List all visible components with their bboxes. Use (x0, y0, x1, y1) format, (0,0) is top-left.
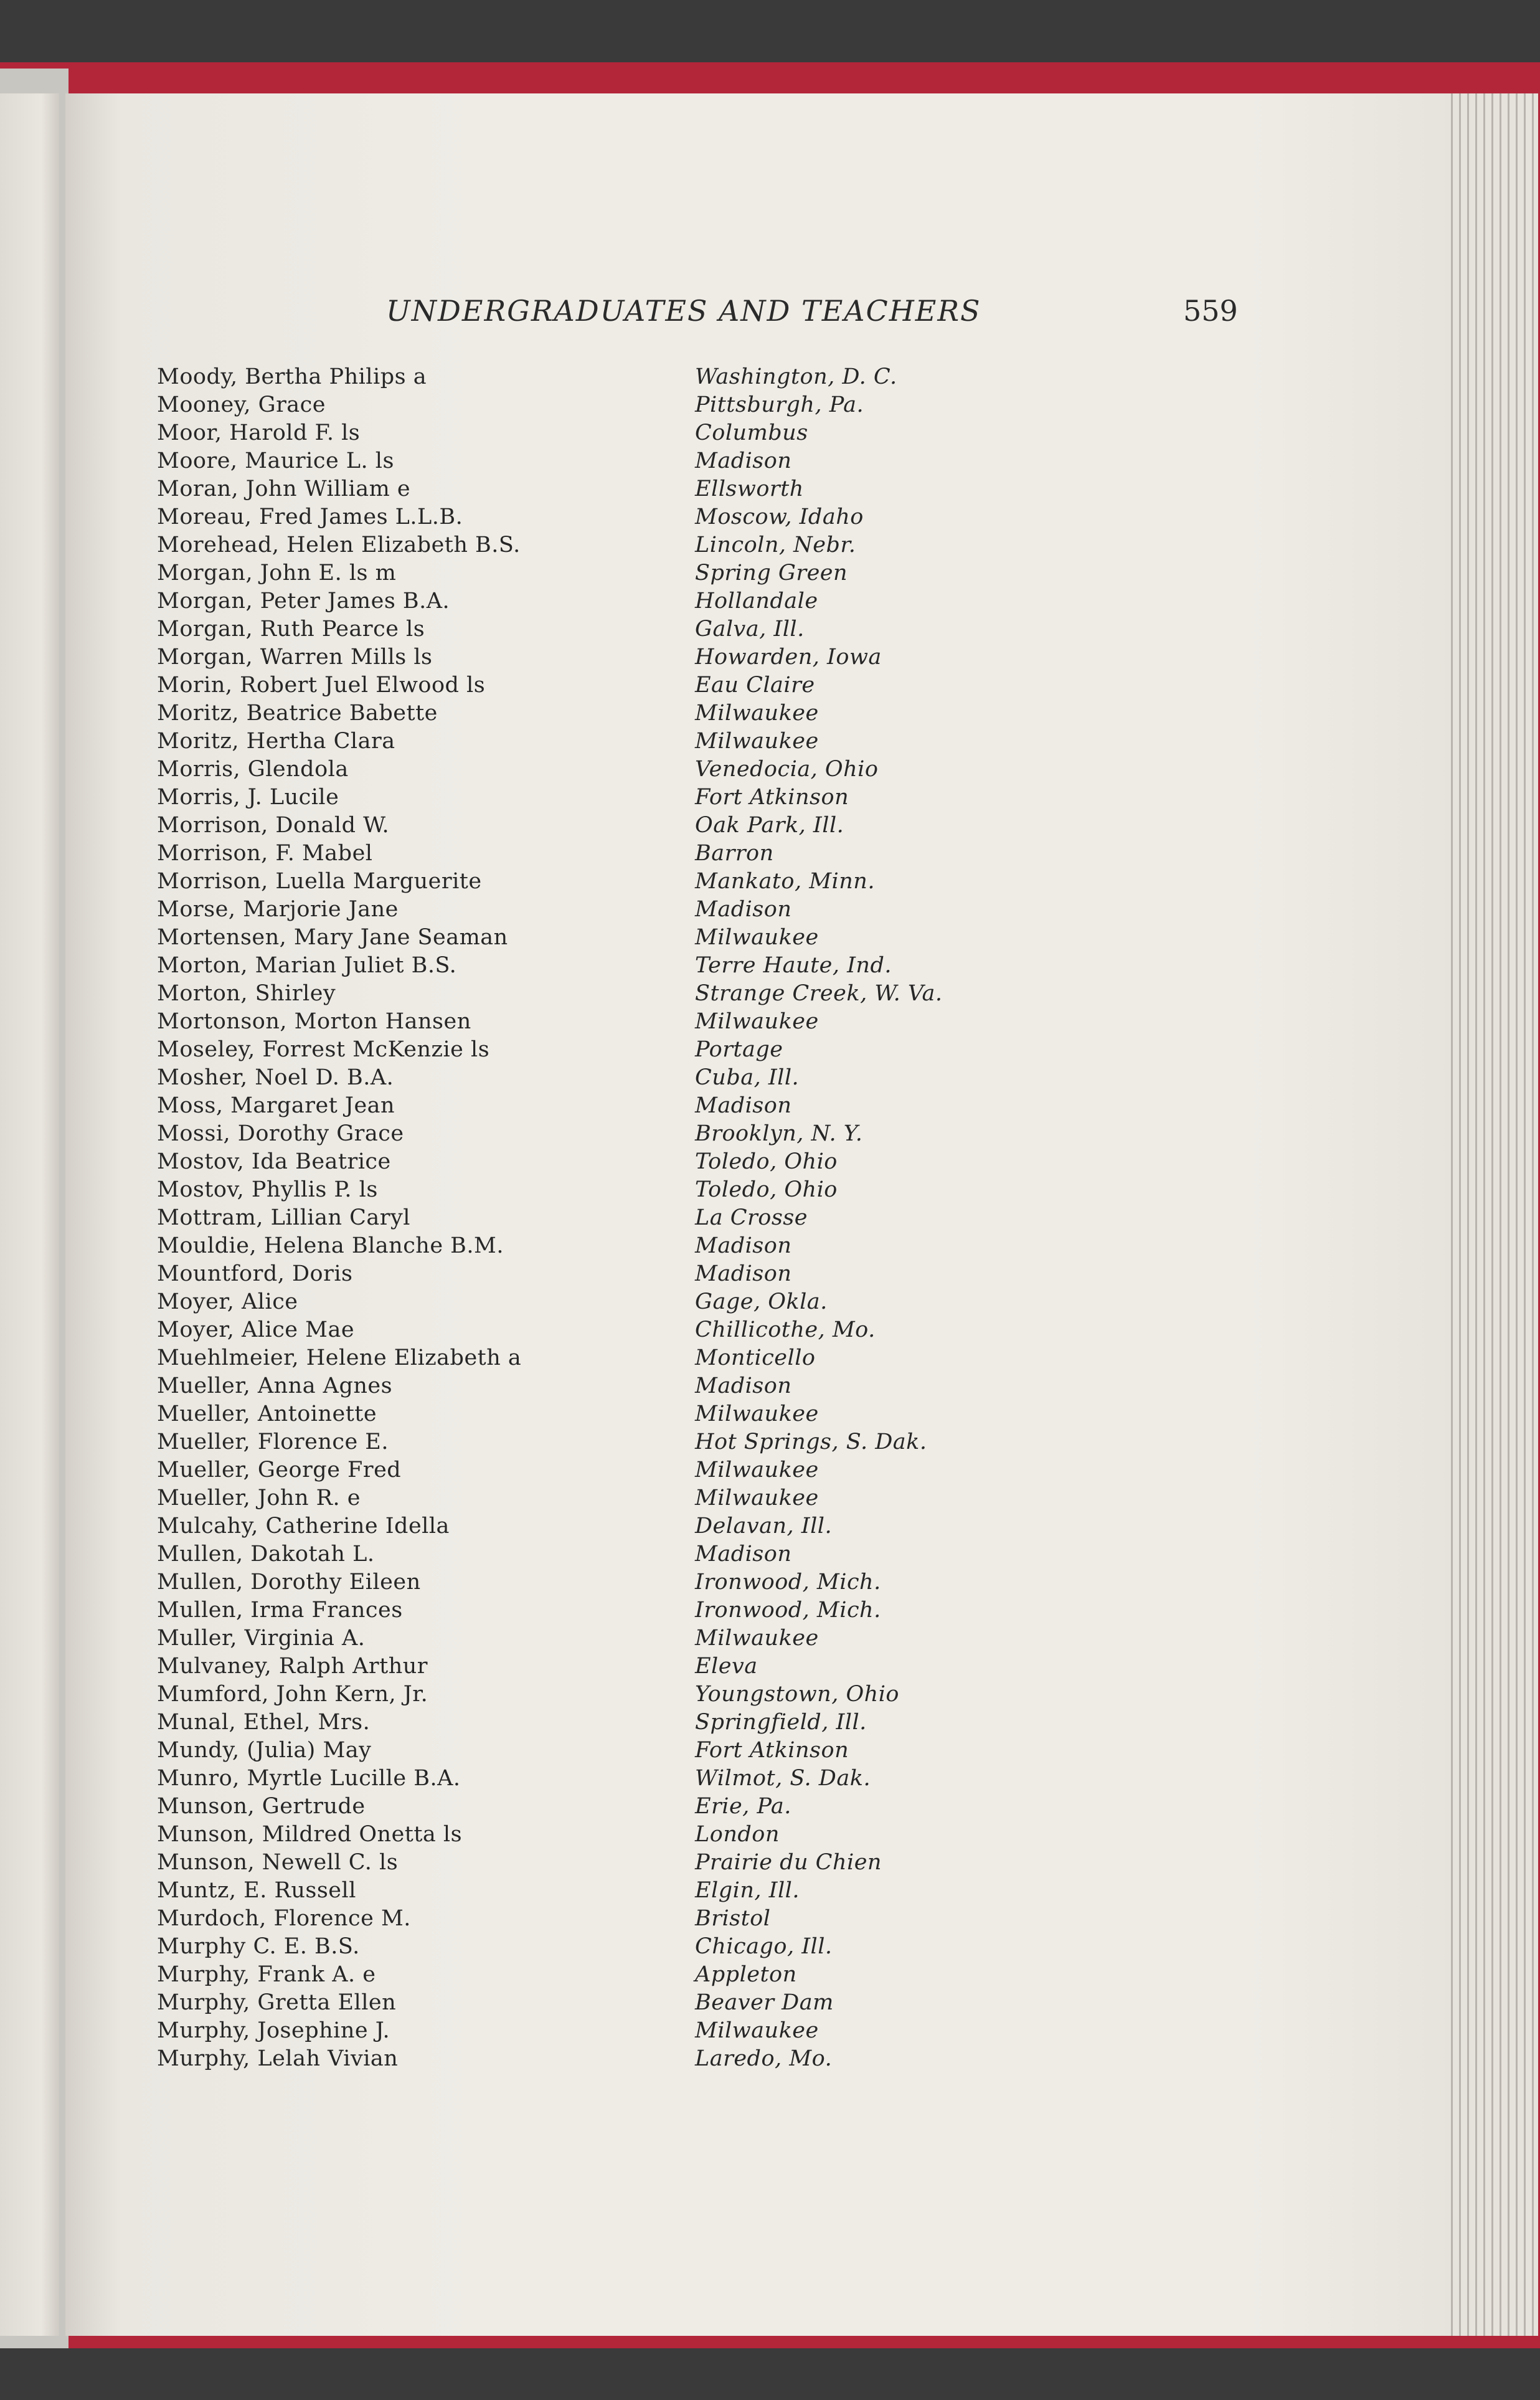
entry-name: Morehead, Helen Elizabeth B.S. (157, 533, 521, 557)
entry-hometown: Terre Haute, Ind. (695, 953, 892, 978)
page-stack-edges (1445, 93, 1538, 2336)
list-item (157, 1514, 1029, 1542)
list-item (157, 477, 1029, 505)
entry-name: Mueller, John R. e (157, 1486, 361, 1511)
entry-name: Mueller, Florence E. (157, 1430, 389, 1454)
entry-name: Murphy, Lelah Vivian (157, 2046, 399, 2071)
list-item (157, 729, 1029, 757)
entry-name: Mueller, Anna Agnes (157, 1373, 393, 1398)
list-item (157, 1990, 1029, 2018)
entry-hometown: Hollandale (695, 589, 818, 614)
entry-name: Mumford, John Kern, Jr. (157, 1682, 428, 1707)
list-item (157, 364, 1029, 392)
list-item (157, 701, 1029, 729)
entry-hometown: Madison (695, 1093, 792, 1118)
entry-hometown: Milwaukee (695, 701, 819, 726)
list-item (157, 897, 1029, 925)
list-item (157, 953, 1029, 981)
entry-hometown: Howarden, Iowa (695, 645, 882, 670)
entry-hometown: Chillicothe, Mo. (695, 1317, 876, 1342)
entry-hometown: Milwaukee (695, 1626, 819, 1651)
entry-name: Morrison, Donald W. (157, 813, 390, 838)
list-item (157, 533, 1029, 561)
list-item (157, 1542, 1029, 1570)
entry-hometown: Laredo, Mo. (695, 2046, 833, 2071)
entry-name: Morton, Marian Juliet B.S. (157, 953, 457, 978)
entry-hometown: Oak Park, Ill. (695, 813, 844, 838)
list-item (157, 813, 1029, 841)
list-item (157, 757, 1029, 785)
list-item (157, 1598, 1029, 1626)
entry-name: Morgan, Warren Mills ls (157, 645, 433, 670)
entry-hometown: Barron (695, 841, 774, 866)
list-item (157, 1710, 1029, 1738)
entry-name: Morin, Robert Juel Elwood ls (157, 673, 486, 698)
entry-name: Moyer, Alice (157, 1289, 298, 1314)
entry-hometown: Milwaukee (695, 1486, 819, 1511)
entry-hometown: Hot Springs, S. Dak. (695, 1430, 927, 1454)
entry-name: Munson, Gertrude (157, 1794, 366, 1819)
entry-name: Mossi, Dorothy Grace (157, 1121, 404, 1146)
list-item (157, 1654, 1029, 1682)
entry-name: Murphy, Josephine J. (157, 2018, 390, 2043)
running-header: UNDERGRADUATES AND TEACHERS (386, 294, 981, 328)
entry-name: Morgan, Ruth Pearce ls (157, 617, 425, 642)
entry-name: Mosher, Noel D. B.A. (157, 1065, 394, 1090)
entry-hometown: Milwaukee (695, 1009, 819, 1034)
list-item (157, 1738, 1029, 1766)
entry-hometown: Prairie du Chien (695, 1850, 882, 1875)
entry-name: Munro, Myrtle Lucille B.A. (157, 1766, 461, 1791)
entry-hometown: Milwaukee (695, 1458, 819, 1482)
list-item (157, 1570, 1029, 1598)
entry-name: Moody, Bertha Philips a (157, 364, 427, 389)
list-item (157, 2018, 1029, 2046)
entry-name: Mortonson, Morton Hansen (157, 1009, 471, 1034)
entry-name: Murphy, Gretta Ellen (157, 1990, 397, 2015)
list-item (157, 1345, 1029, 1373)
entry-name: Morgan, John E. ls m (157, 561, 397, 586)
page-number: 559 (1183, 294, 1238, 328)
entry-hometown: La Crosse (695, 1205, 808, 1230)
list-item (157, 505, 1029, 533)
entry-name: Munal, Ethel, Mrs. (157, 1710, 371, 1735)
entry-name: Mulvaney, Ralph Arthur (157, 1654, 428, 1679)
list-item (157, 1373, 1029, 1402)
entry-name: Morgan, Peter James B.A. (157, 589, 450, 614)
entry-hometown: Milwaukee (695, 1402, 819, 1426)
entry-name: Muehlmeier, Helene Elizabeth a (157, 1345, 522, 1370)
entry-hometown: Madison (695, 897, 792, 922)
entry-hometown: Ironwood, Mich. (695, 1570, 881, 1595)
entry-name: Mueller, Antoinette (157, 1402, 377, 1426)
entry-hometown: Madison (695, 1233, 792, 1258)
entry-hometown: Mankato, Minn. (695, 869, 875, 894)
entry-hometown: Columbus (695, 420, 808, 445)
entry-hometown: Fort Atkinson (695, 1738, 849, 1763)
entry-hometown: Springfield, Ill. (695, 1710, 867, 1735)
list-item (157, 981, 1029, 1009)
list-item (157, 1317, 1029, 1345)
entry-hometown: Portage (695, 1037, 783, 1062)
list-item (157, 1850, 1029, 1878)
list-item (157, 1458, 1029, 1486)
entry-name: Mostov, Phyllis P. ls (157, 1177, 378, 1202)
list-item (157, 1682, 1029, 1710)
entry-name: Mullen, Dorothy Eileen (157, 1570, 421, 1595)
entry-hometown: Milwaukee (695, 925, 819, 950)
entry-hometown: Madison (695, 1542, 792, 1567)
list-item (157, 448, 1029, 477)
entry-hometown: Erie, Pa. (695, 1794, 791, 1819)
directory-list (157, 364, 1029, 2074)
entry-name: Morse, Marjorie Jane (157, 897, 399, 922)
entry-hometown: Appleton (695, 1962, 797, 1987)
list-item (157, 1794, 1029, 1822)
entry-name: Murphy C. E. B.S. (157, 1934, 360, 1959)
entry-name: Moran, John William e (157, 477, 411, 501)
list-item (157, 1093, 1029, 1121)
list-item (157, 1766, 1029, 1794)
entry-hometown: Eleva (695, 1654, 758, 1679)
entry-name: Murphy, Frank A. e (157, 1962, 376, 1987)
entry-name: Mullen, Dakotah L. (157, 1542, 375, 1567)
entry-hometown: Fort Atkinson (695, 785, 849, 810)
entry-name: Munson, Mildred Onetta ls (157, 1822, 463, 1847)
entry-name: Mulcahy, Catherine Idella (157, 1514, 450, 1539)
entry-hometown: Brooklyn, N. Y. (695, 1121, 863, 1146)
list-item (157, 1177, 1029, 1205)
list-item (157, 589, 1029, 617)
entry-name: Moyer, Alice Mae (157, 1317, 355, 1342)
entry-hometown: Strange Creek, W. Va. (695, 981, 943, 1006)
entry-hometown: Moscow, Idaho (695, 505, 864, 529)
entry-name: Munson, Newell C. ls (157, 1850, 399, 1875)
entry-hometown: Milwaukee (695, 729, 819, 754)
entry-name: Mouldie, Helena Blanche B.M. (157, 1233, 504, 1258)
list-item (157, 561, 1029, 589)
entry-hometown: Monticello (695, 1345, 816, 1370)
entry-hometown: Toledo, Ohio (695, 1177, 838, 1202)
entry-hometown: Ironwood, Mich. (695, 1598, 881, 1623)
list-item (157, 869, 1029, 897)
entry-name: Moreau, Fred James L.L.B. (157, 505, 463, 529)
list-item (157, 1962, 1029, 1990)
entry-hometown: Madison (695, 1373, 792, 1398)
list-item (157, 1121, 1029, 1149)
entry-hometown: Wilmot, S. Dak. (695, 1766, 871, 1791)
list-item (157, 1289, 1029, 1317)
list-item (157, 1261, 1029, 1289)
entry-name: Mueller, George Fred (157, 1458, 402, 1482)
entry-hometown: Eau Claire (695, 673, 815, 698)
entry-name: Mottram, Lillian Caryl (157, 1205, 410, 1230)
list-item (157, 2046, 1029, 2074)
entry-name: Mooney, Grace (157, 392, 326, 417)
list-item (157, 1233, 1029, 1261)
list-item (157, 1822, 1029, 1850)
list-item (157, 841, 1029, 869)
entry-name: Mundy, (Julia) May (157, 1738, 372, 1763)
list-item (157, 392, 1029, 420)
entry-name: Moore, Maurice L. ls (157, 448, 394, 473)
entry-name: Moss, Margaret Jean (157, 1093, 395, 1118)
entry-hometown: Elgin, Ill. (695, 1878, 800, 1903)
list-item (157, 1037, 1029, 1065)
entry-name: Morrison, F. Mabel (157, 841, 373, 866)
entry-name: Mostov, Ida Beatrice (157, 1149, 391, 1174)
entry-hometown: Chicago, Ill. (695, 1934, 833, 1959)
entry-name: Murdoch, Florence M. (157, 1906, 411, 1931)
entry-hometown: Milwaukee (695, 2018, 819, 2043)
entry-hometown: Gage, Okla. (695, 1289, 828, 1314)
entry-hometown: Youngstown, Ohio (695, 1682, 899, 1707)
entry-name: Moseley, Forrest McKenzie ls (157, 1037, 490, 1062)
entry-hometown: Lincoln, Nebr. (695, 533, 856, 557)
entry-name: Morton, Shirley (157, 981, 336, 1006)
entry-name: Muntz, E. Russell (157, 1878, 356, 1903)
entry-hometown: Toledo, Ohio (695, 1149, 838, 1174)
entry-hometown: Venedocia, Ohio (695, 757, 879, 782)
entry-hometown: Madison (695, 1261, 792, 1286)
entry-hometown: Pittsburgh, Pa. (695, 392, 864, 417)
entry-name: Moritz, Hertha Clara (157, 729, 395, 754)
entry-hometown: Spring Green (695, 561, 848, 586)
entry-hometown: Madison (695, 448, 792, 473)
entry-hometown: London (695, 1822, 780, 1847)
list-item (157, 1878, 1029, 1906)
list-item (157, 617, 1029, 645)
list-item (157, 1205, 1029, 1233)
entry-name: Muller, Virginia A. (157, 1626, 366, 1651)
list-item (157, 1149, 1029, 1177)
entry-name: Moor, Harold F. ls (157, 420, 361, 445)
entry-name: Mullen, Irma Frances (157, 1598, 403, 1623)
list-item (157, 785, 1029, 813)
list-item (157, 420, 1029, 448)
list-item (157, 645, 1029, 673)
entry-hometown: Cuba, Ill. (695, 1065, 800, 1090)
entry-hometown: Bristol (695, 1906, 771, 1931)
entry-hometown: Washington, D. C. (695, 364, 897, 389)
entry-hometown: Galva, Ill. (695, 617, 805, 642)
list-item (157, 1402, 1029, 1430)
list-item (157, 925, 1029, 953)
list-item (157, 1906, 1029, 1934)
list-item (157, 1486, 1029, 1514)
list-item (157, 1009, 1029, 1037)
entry-name: Morrison, Luella Marguerite (157, 869, 482, 894)
list-item (157, 1065, 1029, 1093)
entry-name: Mountford, Doris (157, 1261, 353, 1286)
left-page-edge (0, 93, 59, 2336)
list-item (157, 673, 1029, 701)
entry-name: Morris, J. Lucile (157, 785, 339, 810)
list-item (157, 1626, 1029, 1654)
list-item (157, 1430, 1029, 1458)
entry-hometown: Ellsworth (695, 477, 804, 501)
entry-name: Moritz, Beatrice Babette (157, 701, 438, 726)
list-item (157, 1934, 1029, 1962)
entry-name: Morris, Glendola (157, 757, 349, 782)
entry-name: Mortensen, Mary Jane Seaman (157, 925, 508, 950)
entry-hometown: Delavan, Ill. (695, 1514, 833, 1539)
entry-hometown: Beaver Dam (695, 1990, 834, 2015)
